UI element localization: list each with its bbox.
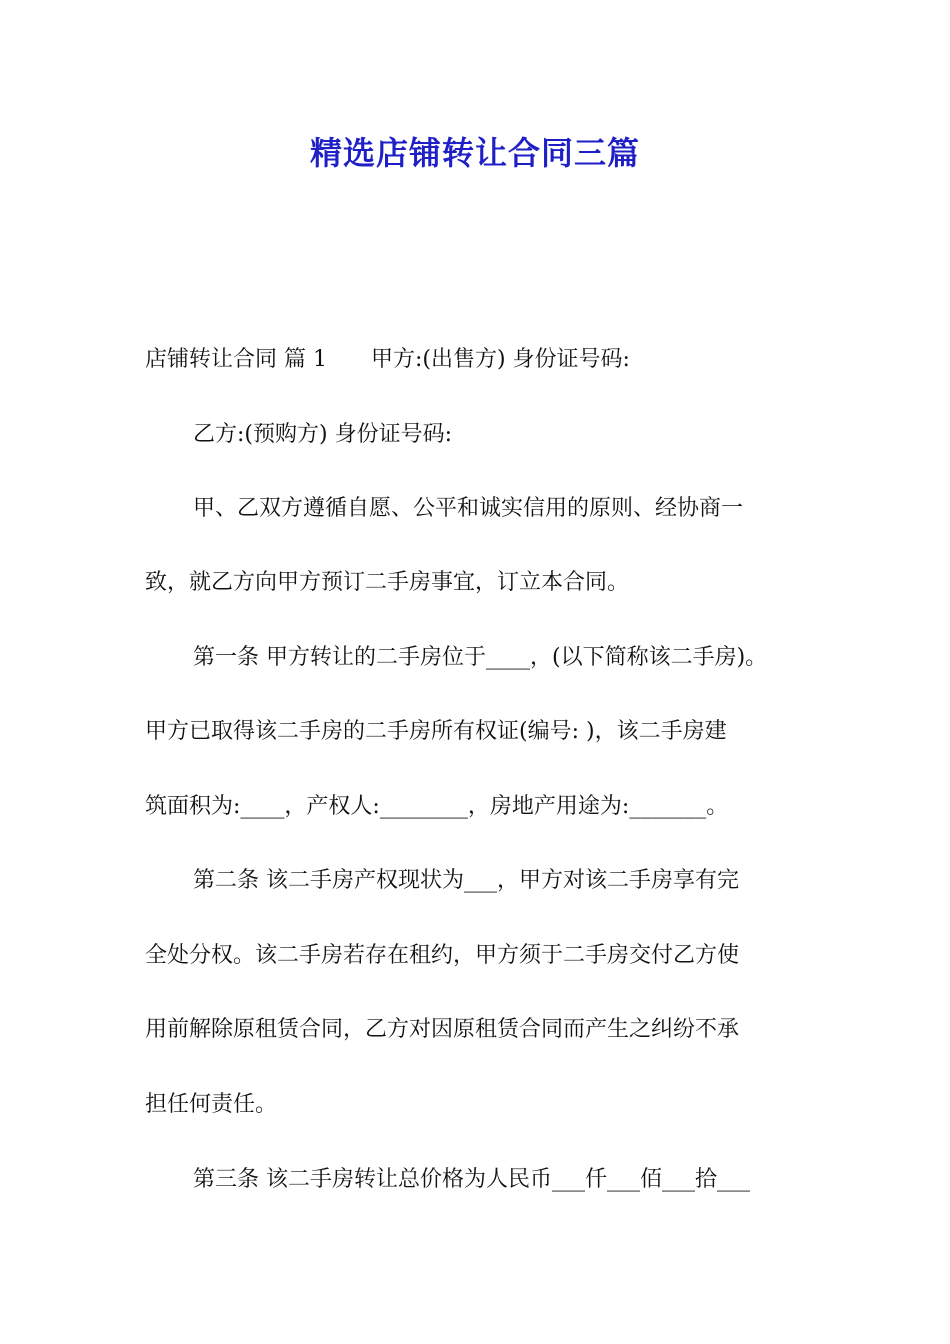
contract-heading: 店铺转让合同 篇 1 — [145, 347, 327, 372]
paragraph-line-1 — [145, 345, 815, 375]
article-2-line: 第二条 该二手房产权现状为___，甲方对该二手房享有完 — [193, 868, 739, 893]
paragraph-line: 全处分权。该二手房若存在租约，甲方须于二手房交付乙方使 — [145, 943, 740, 968]
party-b-line: 乙方:(预购方) 身份证号码: — [193, 422, 452, 447]
paragraph-line: 致，就乙方向甲方预订二手房事宜，订立本合同。 — [145, 570, 630, 595]
paragraph-line: 甲、乙双方遵循自愿、公平和诚实信用的原则、经协商一 — [193, 496, 744, 521]
paragraph-line: 甲方已取得该二手房的二手房所有权证(编号: )，该二手房建 — [145, 719, 727, 744]
article-1-line: 第一条 甲方转让的二手房位于____，(以下简称该二手房)。 — [193, 645, 768, 670]
paragraph-line: 筑面积为:____，产权人:________，房地产用途为:_______。 — [145, 794, 729, 819]
paragraph-line: 担任何责任。 — [145, 1092, 278, 1117]
paragraph-line: 用前解除原租赁合同，乙方对因原租赁合同而产生之纠纷不承 — [145, 1017, 740, 1042]
document-title: 精选店铺转让合同三篇 — [309, 134, 640, 172]
article-3-line: 第三条 该二手房转让总价格为人民币___仟___佰___拾___ — [193, 1167, 750, 1192]
party-a-label: 甲方:(出售方) 身份证号码: — [370, 347, 630, 372]
